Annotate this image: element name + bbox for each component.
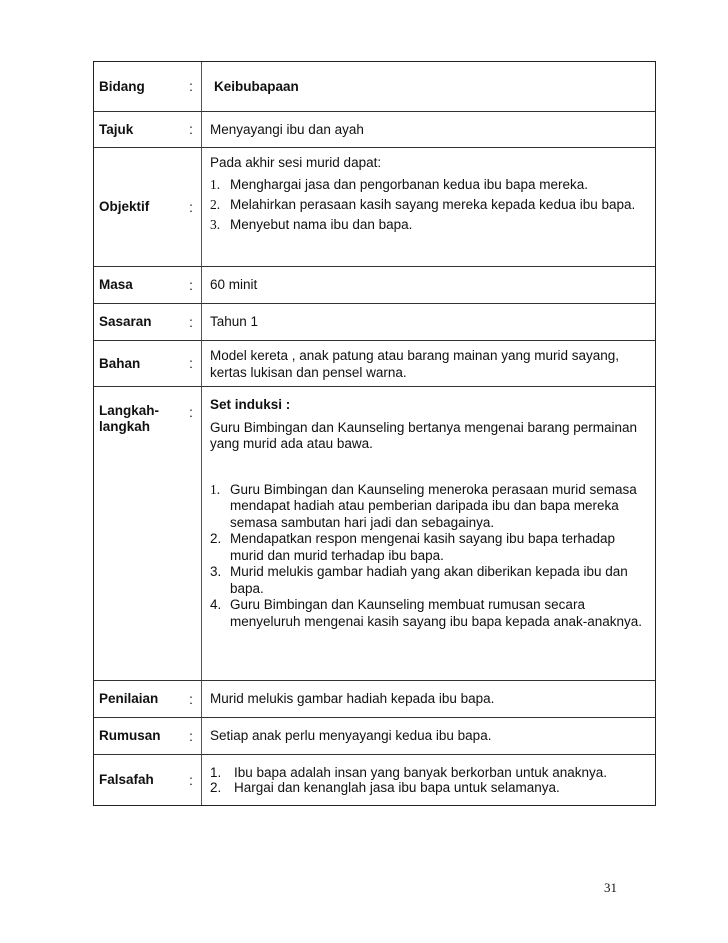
item-number: 3.	[210, 217, 221, 232]
row-label: Bidang	[99, 78, 145, 94]
row-falsafah	[94, 755, 655, 805]
row-penilaian	[94, 681, 655, 718]
row-label: Sasaran	[99, 314, 152, 329]
item-text: Murid melukis gambar hadiah yang akan diberikan kepada ibu dan bapa.	[230, 564, 628, 596]
row-tajuk	[94, 112, 655, 148]
list-item	[210, 216, 649, 233]
list-item	[210, 564, 649, 597]
item-text: Guru Bimbingan dan Kaunseling membuat rumusan secara menyeluruh mengenai kasih sayang ibu bapa kepada anak-anaknya.	[230, 597, 643, 629]
item-number: 1.	[210, 177, 221, 192]
colon: :	[181, 112, 202, 147]
item-number: 3.	[210, 564, 222, 579]
row-sasaran	[94, 304, 655, 341]
item-text: Menghargai jasa dan pengorbanan kedua ibu bapa mereka.	[230, 177, 589, 192]
row-value	[202, 755, 655, 805]
item-text: Hargai dan kenanglah jasa ibu bapa untuk selamanya.	[234, 780, 560, 795]
lesson-plan-table	[93, 61, 656, 806]
list-item	[210, 196, 649, 213]
colon: :	[181, 755, 202, 805]
section-heading: Set induksi :	[210, 397, 291, 412]
colon: :	[181, 304, 202, 340]
row-value: 60 minit	[210, 277, 258, 292]
page-number: 31	[604, 880, 617, 895]
row-value: Murid melukis gambar hadiah kepada ibu bapa.	[210, 691, 495, 706]
row-objektif	[94, 148, 655, 267]
colon: :	[181, 62, 202, 111]
list-item	[210, 597, 649, 630]
list-item	[210, 531, 649, 564]
item-number: 2.	[210, 531, 222, 546]
item-text: Mendapatkan respon mengenai kasih sayang ibu bapa terhadap murid dan murid terhadap ibu bapa.	[230, 531, 616, 563]
row-langkah	[94, 387, 655, 681]
row-label: Masa	[99, 277, 133, 292]
colon: :	[181, 681, 202, 717]
item-text: Guru Bimbingan dan Kaunseling meneroka perasaan murid semasa mendapat hadiah atau pemberian daripada ibu dan bapa mereka semasa sambutan hari jadi dan sebagainya.	[230, 481, 637, 530]
row-value: Keibubapaan	[214, 78, 299, 94]
row-label: Bahan	[99, 355, 141, 371]
row-masa	[94, 267, 655, 304]
item-text: Menyebut nama ibu dan bapa.	[230, 217, 413, 232]
colon: :	[181, 341, 202, 386]
colon: :	[181, 387, 202, 680]
row-value: Tahun 1	[210, 314, 259, 329]
row-label: Objektif	[99, 199, 150, 214]
item-text: Ibu bapa adalah insan yang banyak berkorban untuk anaknya.	[234, 764, 608, 780]
row-value: Setiap anak perlu menyayangi kedua ibu bapa.	[210, 728, 492, 743]
row-label: Rumusan	[99, 728, 161, 743]
row-value	[202, 387, 655, 680]
objective-intro: Pada akhir sesi murid dapat:	[210, 155, 382, 170]
row-bahan	[94, 341, 655, 387]
colon: :	[181, 148, 202, 266]
colon: :	[181, 267, 202, 303]
row-rumusan	[94, 718, 655, 755]
row-label: Falsafah	[99, 772, 154, 787]
item-text: Melahirkan perasaan kasih sayang mereka kepada kedua ibu bapa.	[230, 197, 636, 212]
list-item	[210, 176, 649, 193]
list-item	[210, 765, 649, 781]
item-number: 1.	[210, 764, 222, 780]
item-number: 1.	[210, 481, 221, 497]
row-bidang	[94, 62, 655, 112]
row-label	[94, 387, 181, 680]
induction-text: Guru Bimbingan dan Kaunseling bertanya mengenai barang permainan yang murid ada atau bawa.	[210, 419, 638, 451]
row-value: Menyayangi ibu dan ayah	[210, 121, 364, 137]
row-value: Model kereta , anak patung atau barang mainan yang murid sayang, kertas lukisan dan pensel warna.	[210, 347, 620, 380]
row-label: Tajuk	[99, 121, 134, 137]
list-item	[210, 482, 649, 532]
row-value	[202, 148, 655, 266]
row-label: Penilaian	[99, 691, 159, 706]
item-number: 2.	[210, 197, 221, 212]
list-item	[210, 780, 649, 796]
item-number: 2.	[210, 780, 222, 795]
label-line: Langkah-	[99, 403, 160, 418]
label-line: langkah	[99, 419, 151, 434]
item-number: 4.	[210, 597, 222, 612]
colon: :	[181, 718, 202, 754]
